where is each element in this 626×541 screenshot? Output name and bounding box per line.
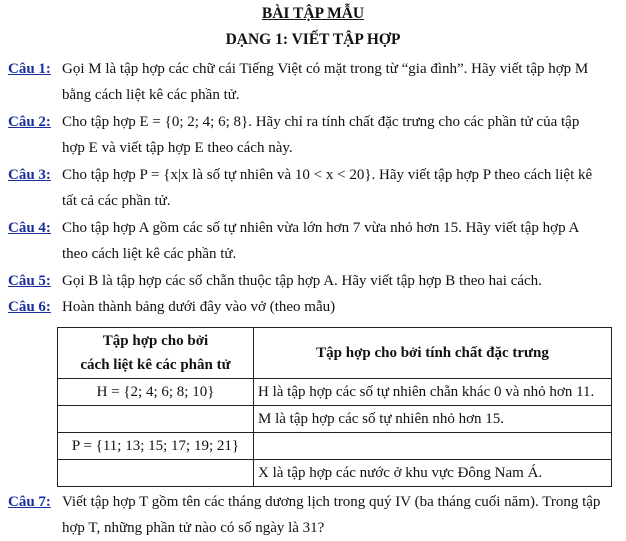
cell-property: M là tập hợp các số tự nhiên nhỏ hơn 15. bbox=[254, 406, 612, 433]
header-line: cách liệt kê các phân tử bbox=[80, 357, 231, 373]
question-text: Cho tập hợp A gồm các số tự nhiên vừa lớn hơn 7 vừa nhỏ hơn 15. Hãy viết tập hợp A bbox=[62, 220, 580, 236]
table-row bbox=[58, 460, 612, 487]
cell-listing bbox=[58, 406, 254, 433]
question-label: Câu 4: bbox=[8, 220, 51, 236]
question-label: Câu 3: bbox=[8, 167, 51, 183]
cell-property: X là tập hợp các nước ở khu vực Đông Nam Á. bbox=[254, 460, 612, 487]
question-2 bbox=[8, 109, 620, 161]
sets-table bbox=[57, 327, 612, 487]
cell-property bbox=[254, 433, 612, 460]
question-6 bbox=[8, 294, 620, 320]
question-text: Cho tập hợp E = {0; 2; 4; 6; 8}. Hãy chỉ ra tính chất đặc trưng cho các phần tử của tập bbox=[62, 114, 580, 130]
question-text: Gọi B là tập hợp các số chẵn thuộc tập hợp A. Hãy viết tập hợp B theo hai cách. bbox=[62, 273, 542, 289]
question-7 bbox=[8, 489, 620, 541]
page-title bbox=[0, 5, 626, 23]
question-label: Câu 1: bbox=[8, 61, 51, 77]
cell-listing: P = {11; 13; 15; 17; 19; 21} bbox=[58, 433, 254, 460]
cell-property: H là tập hợp các số tự nhiên chẵn khác 0 và nhỏ hơn 11. bbox=[254, 379, 612, 406]
question-4 bbox=[8, 215, 620, 267]
table-row bbox=[58, 379, 612, 406]
question-text: Gọi M là tập hợp các chữ cái Tiếng Việt có mặt trong từ “gia đình”. Hãy viết tập hợp M bbox=[62, 61, 589, 77]
question-text-cont: theo cách liệt kê các phần tử. bbox=[62, 246, 237, 262]
question-text: Cho tập hợp P = {x|x là số tự nhiên và 10 < x < 20}. Hãy viết tập hợp P theo cách liệt kê bbox=[62, 167, 593, 183]
question-5 bbox=[8, 268, 620, 294]
cell-listing: H = {2; 4; 6; 8; 10} bbox=[58, 379, 254, 406]
table-header-row bbox=[58, 328, 612, 379]
question-1 bbox=[8, 56, 620, 108]
cell-listing bbox=[58, 460, 254, 487]
table-row bbox=[58, 406, 612, 433]
question-text-cont: hợp E và viết tập hợp E theo cách này. bbox=[62, 140, 293, 156]
question-label: Câu 6: bbox=[8, 299, 51, 315]
question-label: Câu 7: bbox=[8, 494, 51, 510]
question-label: Câu 2: bbox=[8, 114, 51, 130]
question-text: Viết tập hợp T gồm tên các tháng dương lịch trong quý IV (ba tháng cuối năm). Trong tập bbox=[62, 494, 601, 510]
header-property: Tập hợp cho bởi tính chất đặc trưng bbox=[254, 328, 612, 379]
header-line: Tập hợp cho bởi bbox=[102, 333, 209, 349]
question-3 bbox=[8, 162, 620, 214]
section-title: DẠNG 1: VIẾT TẬP HỢP bbox=[225, 31, 401, 48]
question-text: Hoàn thành bảng dưới đây vào vở (theo mẫu) bbox=[62, 299, 336, 315]
question-text-cont: bằng cách liệt kê các phần tử. bbox=[62, 87, 240, 103]
page-title-text: BÀI TẬP MẪU bbox=[261, 5, 365, 22]
question-text-cont: hợp T, những phần tử nào có số ngày là 31? bbox=[62, 520, 325, 536]
question-text-cont: tất cả các phần tử. bbox=[62, 193, 171, 209]
question-label: Câu 5: bbox=[8, 273, 51, 289]
table-row bbox=[58, 433, 612, 460]
header-listing bbox=[58, 328, 254, 379]
